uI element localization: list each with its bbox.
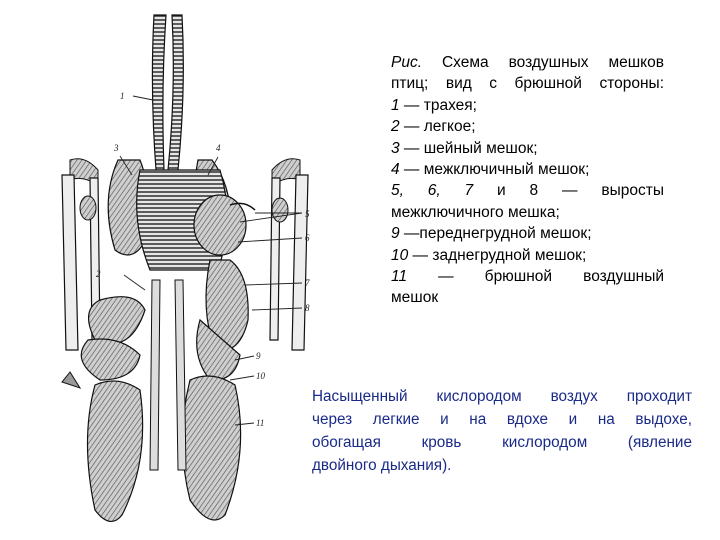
air-sacs-figure [40, 10, 330, 535]
note-line: двойного дыхания). [312, 457, 452, 474]
caption-line: 11 — брюшной воздушный [391, 268, 664, 286]
figure-caption [391, 52, 664, 309]
caption-line: 1 — трахея; [391, 96, 477, 114]
caption-line: мешок [391, 289, 439, 307]
caption-line: 5, 6, 7 и 8 — выросты [391, 182, 664, 200]
caption-line: 9 —переднегрудной мешок; [391, 225, 592, 243]
caption-line: 2 — легкое; [391, 118, 476, 136]
label-4: 4 [216, 143, 221, 153]
label-5: 5 [305, 209, 310, 219]
label-10: 10 [256, 371, 265, 381]
caption-line: 4 — межключичный мешок; [391, 161, 590, 179]
note-line: обогащая кровь кислородом (явление [312, 434, 692, 451]
label-9: 9 [256, 351, 261, 361]
label-7: 7 [305, 278, 310, 288]
air-sacs-drawing [40, 10, 330, 535]
trachea [152, 15, 183, 170]
caption-line: межключичного мешка; [391, 203, 560, 221]
note-line: через легкие и на вдохе и на выдохе, [312, 411, 692, 428]
label-2: 2 [96, 269, 101, 279]
label-11: 11 [256, 418, 265, 428]
caption-line: птиц; вид с брюшной стороны: [391, 75, 664, 93]
caption-line: 10 — заднегрудной мешок; [391, 246, 587, 264]
double-breathing-note [312, 385, 692, 477]
caption-line: 3 — шейный мешок; [391, 139, 538, 157]
label-8: 8 [305, 303, 310, 313]
label-1: 1 [120, 91, 125, 101]
interclavicular-sac [137, 170, 255, 270]
label-6: 6 [305, 233, 310, 243]
label-3: 3 [114, 143, 119, 153]
caption-line: Рис. Схема воздушных мешков [391, 54, 664, 71]
note-line: Насыщенный кислородом воздух проходит [312, 388, 692, 405]
